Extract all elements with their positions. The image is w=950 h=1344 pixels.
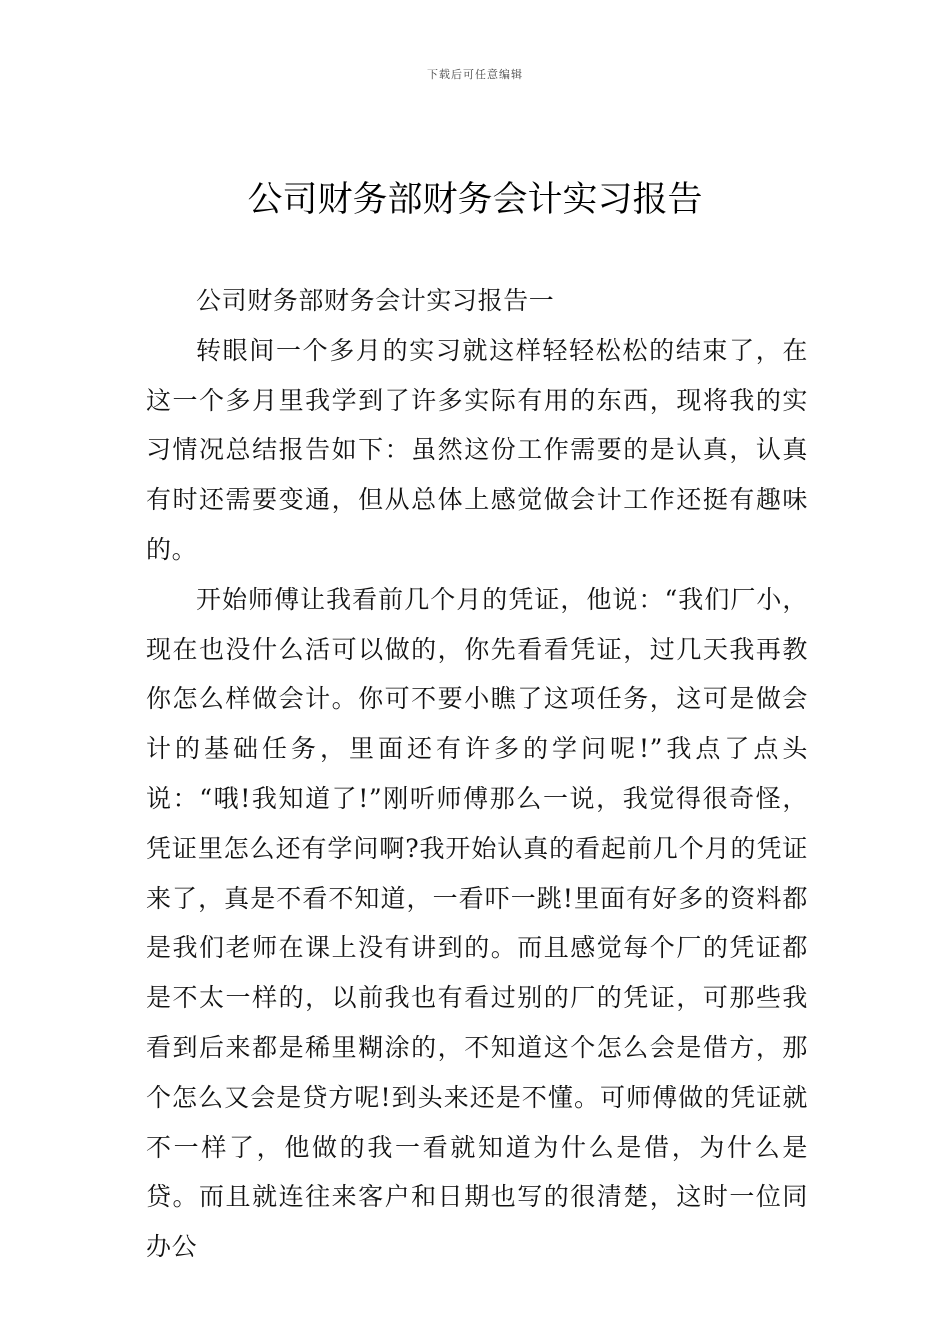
header-note: 下载后可任意编辑 bbox=[427, 68, 523, 81]
paragraph-1: 转眼间一个多月的实习就这样轻轻松松的结束了，在这一个多月里我学到了许多实际有用的东西，现将我的实习情况总结报告如下：虽然这份工作需要的是认真，认真有时还需要变通，但从总体上感觉做会计工作还挺有趣味的。 bbox=[146, 335, 808, 564]
section-heading: 公司财务部财务会计实习报告一 bbox=[196, 286, 555, 315]
document-body bbox=[146, 276, 808, 1272]
document-title: 公司财务部财务会计实习报告 bbox=[247, 180, 703, 220]
paragraph-2: 开始师傅让我看前几个月的凭证，他说：“我们厂小，现在也没什么活可以做的，你先看看凭证，过几天我再教你怎么样做会计。你可不要小瞧了这项任务，这可是做会计的基础任务，里面还有许多的学问呢!”我点了点头说：“哦!我知道了!”刚听师傅那么一说，我觉得很奇怪，凭证里怎么还有学问啊?我开始认真的看起前几个月的凭证来了，真是不看不知道，一看吓一跳!里面有好多的资料都是我们老师在课上没有讲到的。而且感觉每个厂的凭证都是不太一样的，以前我也有看过别的厂的凭证，可那些我看到后来都是稀里糊涂的，不知道这个怎么会是借方，那个怎么又会是贷方呢!到头来还是不懂。可师傅做的凭证就不一样了，他做的我一看就知道为什么是借，为什么是贷。而且就连往来客户和日期也写的很清楚，这时一位同办公 bbox=[146, 584, 808, 1262]
